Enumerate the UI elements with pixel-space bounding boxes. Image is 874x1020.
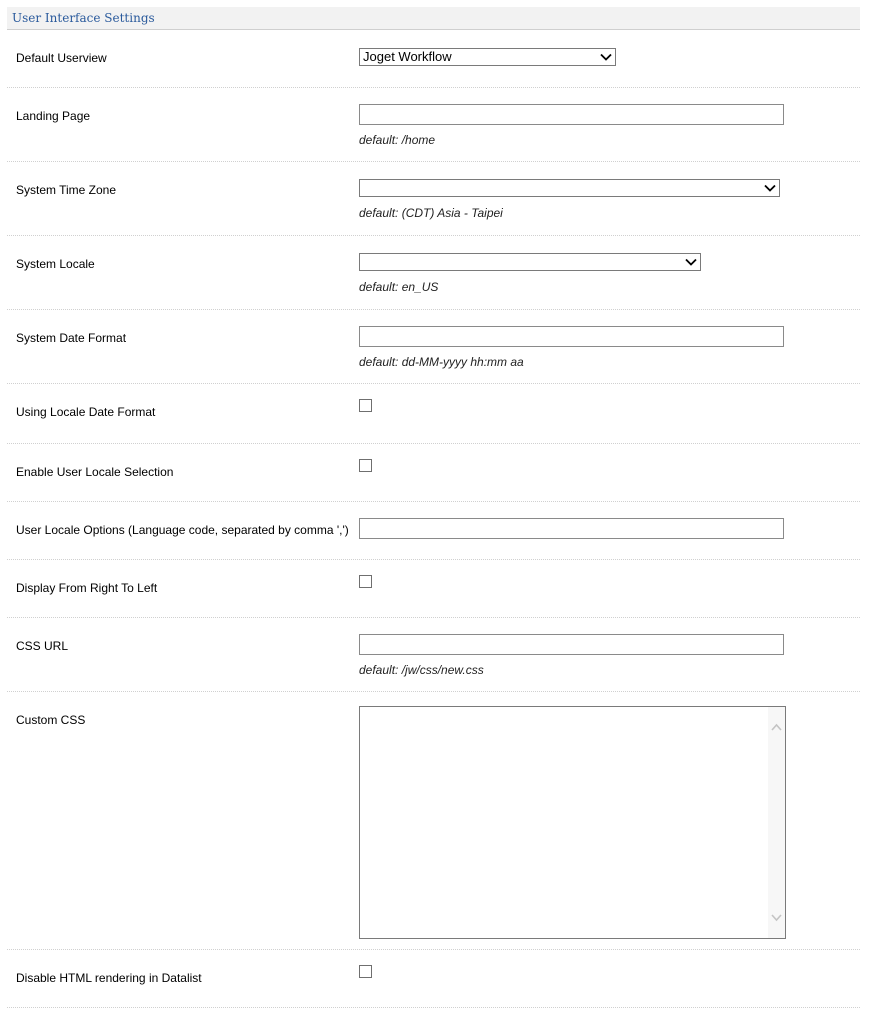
disable-html-datalist-checkbox[interactable] [359, 965, 372, 978]
row-disable-html-datalist [7, 950, 860, 1008]
row-landing-page [7, 88, 860, 162]
system-date-format-input[interactable] [359, 326, 784, 347]
landing-page-input[interactable] [359, 104, 784, 125]
system-locale-hint: default: en_US [359, 280, 439, 294]
section-title: User Interface Settings [7, 7, 860, 30]
row-default-userview [7, 30, 860, 88]
display-rtl-label: Display From Right To Left [16, 581, 158, 595]
chevron-up-icon[interactable] [771, 723, 782, 731]
system-time-zone-hint: default: (CDT) Asia - Taipei [359, 206, 503, 220]
system-locale-select[interactable] [359, 253, 701, 271]
system-date-format-hint: default: dd-MM-yyyy hh:mm aa [359, 355, 524, 369]
using-locale-date-format-label: Using Locale Date Format [16, 405, 156, 419]
custom-css-textarea[interactable] [359, 706, 786, 939]
css-url-hint: default: /jw/css/new.css [359, 663, 484, 677]
default-userview-select[interactable] [359, 48, 616, 66]
custom-css-scrollbar[interactable] [768, 707, 785, 938]
enable-user-locale-selection-checkbox[interactable] [359, 459, 372, 472]
css-url-input[interactable] [359, 634, 784, 655]
row-system-time-zone [7, 162, 860, 236]
row-system-locale [7, 236, 860, 310]
row-enable-user-locale-selection [7, 444, 860, 502]
custom-css-label: Custom CSS [16, 713, 86, 727]
enable-user-locale-selection-label: Enable User Locale Selection [16, 465, 174, 479]
row-css-url [7, 618, 860, 692]
disable-html-datalist-label: Disable HTML rendering in Datalist [16, 971, 202, 985]
chevron-down-icon [600, 51, 612, 63]
system-time-zone-label: System Time Zone [16, 183, 117, 197]
chevron-down-icon[interactable] [771, 914, 782, 922]
row-using-locale-date-format [7, 384, 860, 444]
row-display-rtl [7, 560, 860, 618]
user-locale-options-input[interactable] [359, 518, 784, 539]
css-url-label: CSS URL [16, 639, 69, 653]
using-locale-date-format-checkbox[interactable] [359, 399, 372, 412]
landing-page-label: Landing Page [16, 109, 91, 123]
default-userview-label: Default Userview [16, 51, 107, 65]
system-time-zone-select[interactable] [359, 179, 780, 197]
display-rtl-checkbox[interactable] [359, 575, 372, 588]
user-locale-options-label: User Locale Options (Language code, separated by comma ',') [16, 523, 349, 537]
default-userview-value: Joget Workflow [363, 49, 452, 64]
row-custom-css [7, 692, 860, 950]
chevron-down-icon [764, 182, 776, 194]
row-user-locale-options [7, 502, 860, 560]
row-system-date-format [7, 310, 860, 384]
user-interface-settings-panel [7, 7, 860, 1008]
landing-page-hint: default: /home [359, 133, 436, 147]
system-date-format-label: System Date Format [16, 331, 127, 345]
chevron-down-icon [685, 256, 697, 268]
system-locale-label: System Locale [16, 257, 95, 271]
